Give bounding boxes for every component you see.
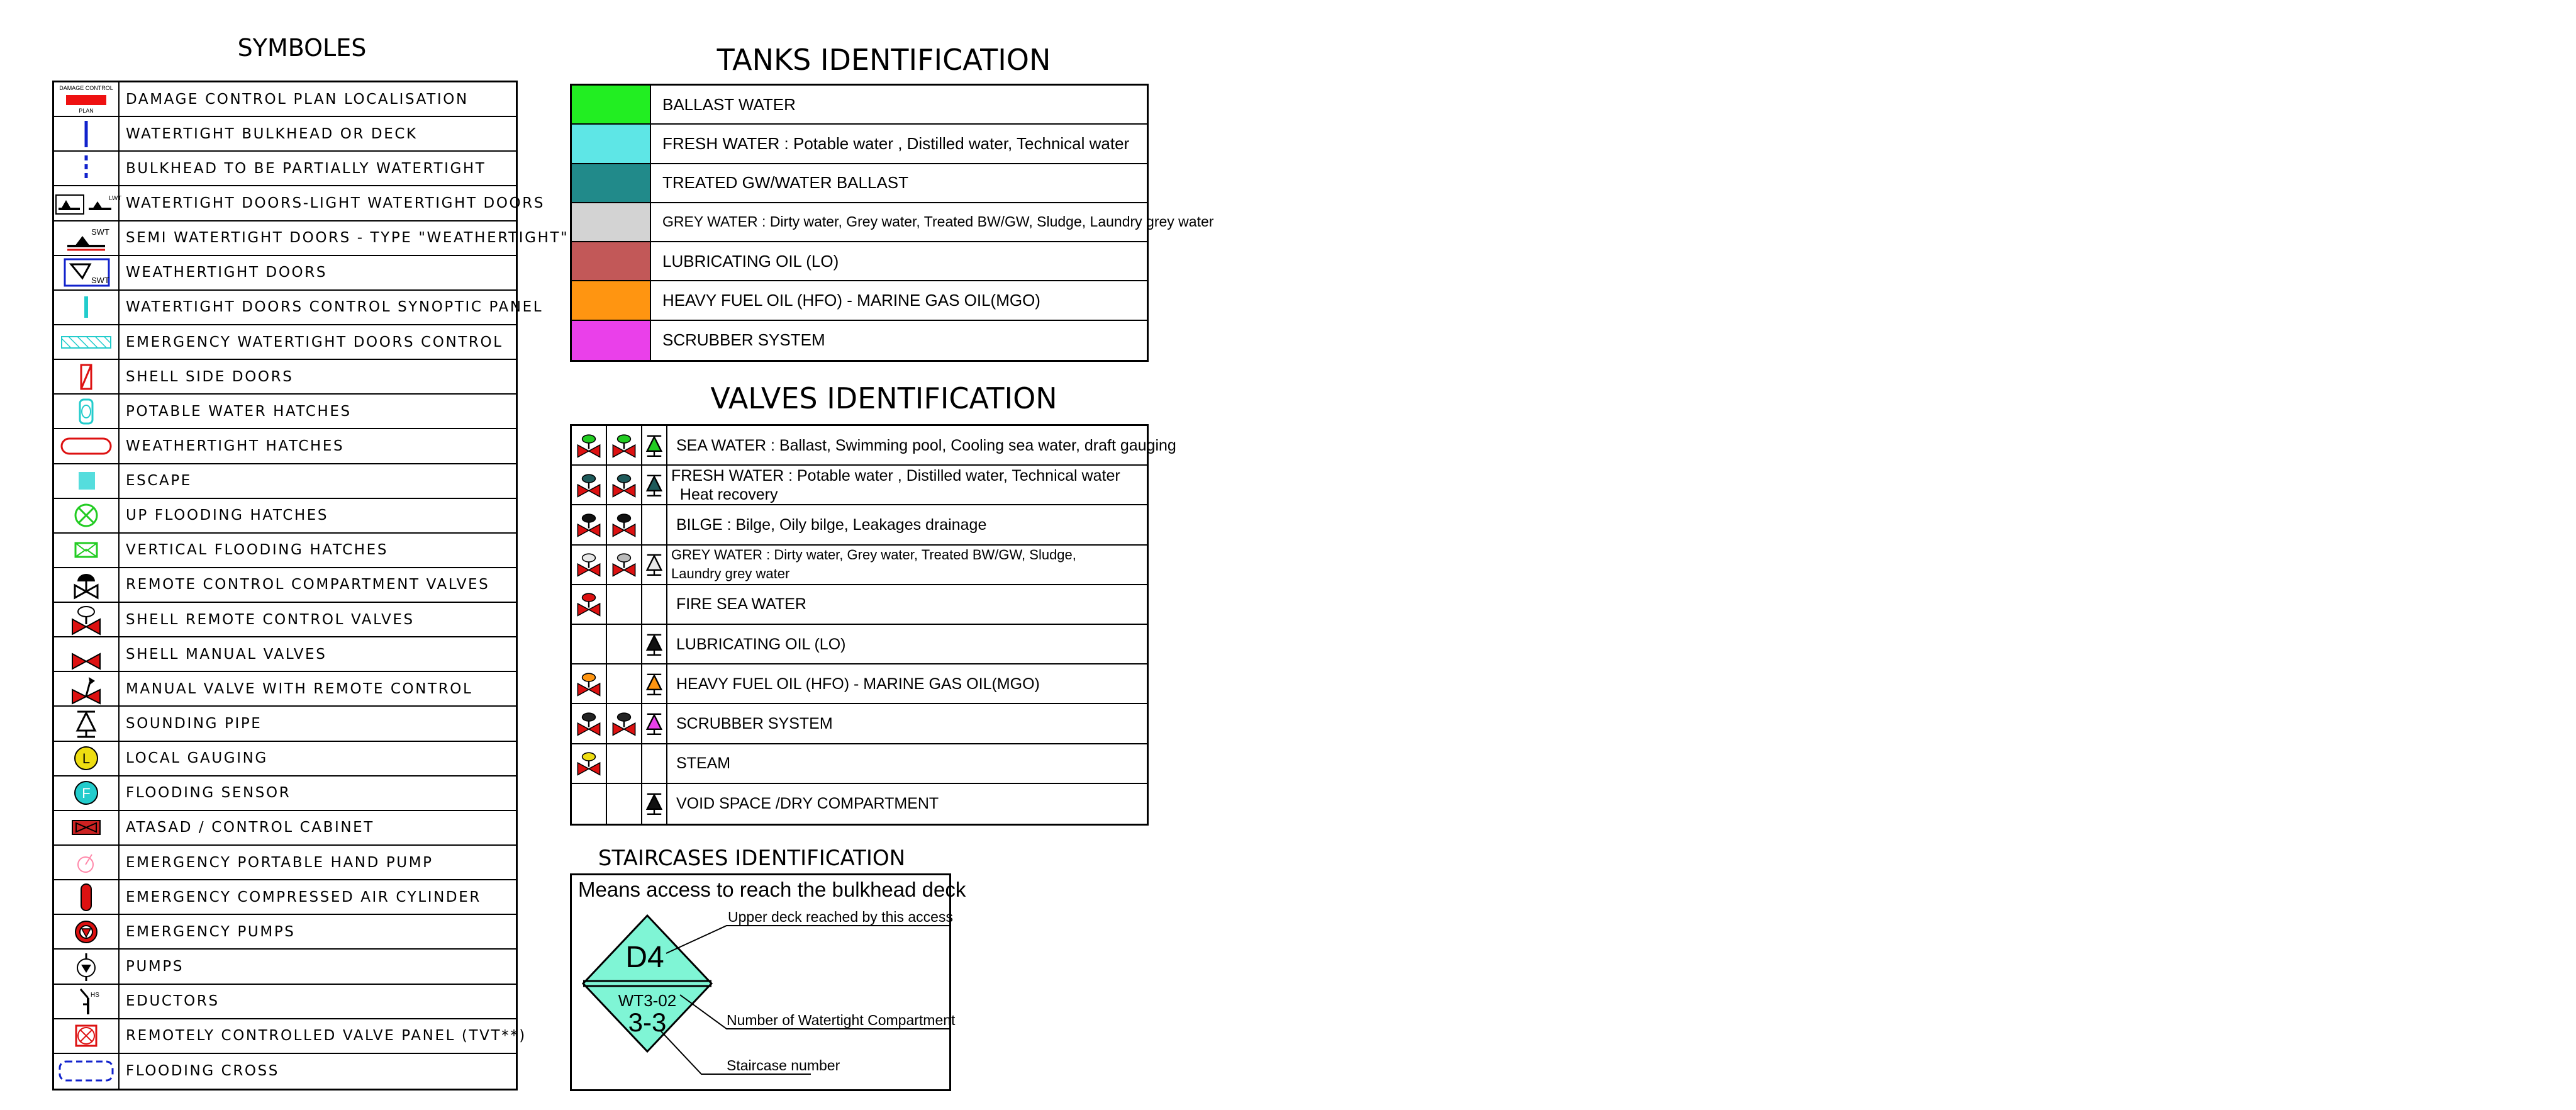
valves-title: VALVES IDENTIFICATION: [710, 381, 1057, 415]
valve-remote-icon: [572, 704, 607, 743]
valve-row: [572, 704, 1147, 744]
valve-shell-icon: [607, 784, 642, 824]
symbol-row-partial-bulkhead: [54, 152, 516, 186]
sounding-pipe-icon: [642, 704, 667, 743]
valve-row: [572, 664, 1147, 704]
staircases-heading: Means access to reach the bulkhead deck: [578, 878, 966, 901]
sounding-pipe-icon: [642, 426, 667, 464]
weathertight-hatches-icon: [54, 429, 120, 462]
annot-compartment: Number of Watertight Compartment: [727, 1012, 956, 1028]
valve-remote-icon: [572, 784, 607, 824]
symbol-label: LOCAL GAUGING: [126, 750, 268, 767]
leader-deck: [666, 926, 949, 953]
valve-row: [572, 784, 1147, 824]
symbol-row-sounding-pipe: [54, 707, 516, 741]
symbol-label: POTABLE WATER HATCHES: [126, 403, 352, 420]
symbol-label: EMERGENCY COMPRESSED AIR CYLINDER: [126, 889, 481, 905]
valve-label-line2: Laundry grey water: [671, 566, 790, 582]
sounding-pipe-icon: [642, 625, 667, 663]
symbol-row-air-cylinder: [54, 880, 516, 915]
svg-text:SWT: SWT: [91, 276, 109, 286]
tank-color-swatch: [572, 164, 651, 202]
symbol-row-atasad: [54, 811, 516, 846]
svg-text:DAMAGE CONTROL: DAMAGE CONTROL: [59, 84, 113, 91]
valve-remote-icon: [572, 585, 607, 624]
symbol-row-emergency-pumps: [54, 915, 516, 950]
symbol-row-shell-side-doors: [54, 360, 516, 395]
valve-label: LUBRICATING OIL (LO): [676, 635, 846, 653]
symbol-label: EMERGENCY PORTABLE HAND PUMP: [126, 854, 433, 871]
tank-label: SCRUBBER SYSTEM: [662, 330, 825, 350]
tanks-title: TANKS IDENTIFICATION: [716, 43, 1051, 77]
valve-shell-icon: [607, 704, 642, 743]
up-flooding-icon: [54, 499, 120, 532]
valve-shell-icon: [607, 744, 642, 783]
tank-label: BALLAST WATER: [662, 94, 796, 114]
valve-shell-icon: [607, 466, 642, 504]
valve-row: [572, 505, 1147, 545]
symbol-label: ATASAD / CONTROL CABINET: [126, 819, 374, 836]
symbol-label: SHELL SIDE DOORS: [126, 368, 294, 385]
valve-row: [572, 426, 1176, 466]
symbol-row-shell-remote-valves: [54, 603, 516, 637]
annot-deck: Upper deck reached by this access: [728, 909, 953, 925]
wt-doors-icon: [54, 186, 120, 220]
flooding-cross-icon: [54, 1054, 120, 1089]
valve-remote-icon: [572, 505, 607, 544]
symbol-row-wt-doors: [54, 186, 545, 221]
tank-label: FRESH WATER : Potable water , Distilled water, Technical water: [662, 133, 1130, 153]
symbol-label: WATERTIGHT DOORS CONTROL SYNOPTIC PANEL: [126, 299, 544, 316]
symbol-label: DAMAGE CONTROL PLAN LOCALISATION: [126, 91, 469, 108]
symbol-row-semi-wt-doors: [54, 221, 569, 256]
valve-remote-icon: [572, 426, 607, 464]
valve-label: VOID SPACE /DRY COMPARTMENT: [676, 795, 939, 813]
valve-row: [572, 466, 1147, 505]
symbol-row-hand-pump: [54, 846, 516, 880]
symboles-title: SYMBOLES: [237, 34, 367, 62]
valve-shell-icon: [607, 546, 642, 584]
symbol-label: WEATHERTIGHT HATCHES: [126, 437, 345, 454]
staircases-title: STAIRCASES IDENTIFICATION: [598, 846, 906, 871]
symbol-row-dc-plan: [54, 82, 516, 117]
air-cylinder-icon: [54, 880, 120, 914]
valve-label: SEA WATER : Ballast, Swimming pool, Cooling sea water, draft gauging: [676, 436, 1176, 454]
sounding-pipe-icon: [54, 707, 120, 740]
symbol-row-wt-bulkhead: [54, 117, 516, 152]
emergency-wt-control-icon: [54, 325, 120, 359]
valve-shell-icon: [607, 426, 642, 464]
symbol-row-eductors: [54, 985, 516, 1019]
svg-text:SWT: SWT: [91, 227, 109, 237]
partial-bulkhead-icon: [54, 152, 120, 185]
hand-pump-icon: [54, 846, 120, 879]
weathertight-doors-icon: [54, 256, 120, 289]
symbol-row-flooding-sensor: [54, 776, 516, 811]
flooding-sensor-icon: [54, 776, 120, 810]
staircases-box: [570, 873, 966, 1091]
valve-label-line2: Heat recovery: [671, 485, 778, 503]
tank-label: TREATED GW/WATER BALLAST: [662, 173, 909, 193]
valve-row: [572, 585, 1147, 625]
tanks-table: [570, 84, 1214, 362]
symbol-row-pumps: [54, 950, 516, 984]
sounding-pipe-icon: [642, 546, 667, 584]
valve-label: FIRE SEA WATER: [676, 595, 806, 614]
valve-shell-icon: [607, 505, 642, 544]
symbol-row-manual-valve-remote: [54, 672, 516, 707]
symbol-label: EMERGENCY WATERTIGHT DOORS CONTROL: [126, 334, 503, 350]
staircase-compartment: WT3-02: [618, 991, 677, 1010]
svg-text:F: F: [82, 785, 91, 802]
vertical-flooding-icon: [54, 534, 120, 567]
sounding-pipe-icon: [642, 466, 667, 504]
tank-color-swatch: [572, 321, 651, 360]
valve-shell-icon: [607, 664, 642, 703]
valve-label: FRESH WATER : Potable water , Distilled water, Technical water: [671, 466, 1120, 485]
symbol-row-local-gauging: [54, 742, 516, 776]
svg-text:LWT: LWT: [109, 194, 122, 202]
symbol-row-tvt-panel: [54, 1019, 527, 1054]
symbol-label: WEATHERTIGHT DOORS: [126, 264, 328, 281]
sounding-pipe-icon: [642, 784, 667, 824]
symbol-label: REMOTE CONTROL COMPARTMENT VALVES: [126, 576, 490, 593]
semi-wt-doors-icon: [54, 221, 120, 255]
symbol-row-emergency-wt-control: [54, 325, 516, 360]
sounding-pipe-icon: [642, 664, 667, 703]
tank-row: [572, 242, 1147, 281]
tank-color-swatch: [572, 281, 651, 319]
symbol-row-escape: [54, 464, 516, 499]
symbol-label: SHELL REMOTE CONTROL VALVES: [126, 611, 415, 628]
valves-table: [570, 424, 1176, 826]
symbol-label: EMERGENCY PUMPS: [126, 923, 296, 940]
symbol-label: SHELL MANUAL VALVES: [126, 646, 327, 663]
symbol-row-flooding-cross: [54, 1054, 516, 1089]
symbol-row-up-flooding: [54, 499, 516, 534]
tank-row: [572, 164, 1147, 203]
staircase-number: 3-3: [628, 1007, 667, 1037]
atasad-icon: [54, 811, 120, 844]
symbol-label: ESCAPE: [126, 473, 192, 490]
manual-valve-remote-icon: [54, 672, 120, 705]
symbol-label: WATERTIGHT BULKHEAD OR DECK: [126, 125, 418, 142]
tank-label: HEAVY FUEL OIL (HFO) - MARINE GAS OIL(MGO): [662, 291, 1040, 310]
symbol-label: PUMPS: [126, 958, 184, 975]
svg-text:L: L: [82, 751, 91, 767]
tvt-panel-icon: [54, 1019, 120, 1053]
tank-row: [572, 125, 1147, 164]
symboles-table: [52, 81, 569, 1090]
symbol-label: EDUCTORS: [126, 993, 220, 1010]
shell-remote-valves-icon: [54, 603, 120, 636]
symbol-row-remote-valves: [54, 568, 516, 603]
symbol-label: FLOODING CROSS: [126, 1063, 280, 1080]
symbol-row-potable-water-hatches: [54, 395, 516, 429]
tank-row: [572, 281, 1147, 320]
tank-label: GREY WATER : Dirty water, Grey water, Treated BW/GW, Sludge, Laundry grey water: [662, 213, 1214, 230]
valve-row: [572, 744, 1147, 784]
sounding-pipe-icon: [642, 505, 667, 544]
local-gauging-icon: [54, 742, 120, 775]
valve-remote-icon: [572, 546, 607, 584]
symbol-row-wt-doors-panel: [54, 291, 544, 325]
symbol-label: VERTICAL FLOODING HATCHES: [126, 542, 389, 559]
dc-plan-icon: [54, 82, 120, 116]
tank-color-swatch: [572, 242, 651, 280]
valve-remote-icon: [572, 744, 607, 783]
symbol-row-vertical-flooding: [54, 534, 516, 568]
valve-remote-icon: [572, 664, 607, 703]
valve-label: BILGE : Bilge, Oily bilge, Leakages drainage: [676, 515, 987, 534]
svg-text:HS: HS: [91, 992, 99, 999]
symbol-label: WATERTIGHT DOORS-LIGHT WATERTIGHT DOORS: [126, 194, 545, 211]
valve-label: HEAVY FUEL OIL (HFO) - MARINE GAS OIL(MGO): [676, 675, 1040, 693]
escape-icon: [54, 464, 120, 498]
tank-color-swatch: [572, 86, 651, 123]
symbol-row-shell-manual-valves: [54, 637, 516, 672]
svg-text:PLAN: PLAN: [79, 107, 94, 114]
emergency-pumps-icon: [54, 915, 120, 948]
wt-bulkhead-icon: [54, 117, 120, 150]
pumps-icon: [54, 950, 120, 983]
valve-label: GREY WATER : Dirty water, Grey water, Treated BW/GW, Sludge,: [671, 547, 1076, 563]
symbol-label: SEMI WATERTIGHT DOORS - TYPE "WEATHERTIGHT": [126, 230, 569, 247]
shell-side-doors-icon: [54, 360, 120, 393]
tank-label: LUBRICATING OIL (LO): [662, 251, 839, 271]
sounding-pipe-icon: [642, 585, 667, 624]
valve-label: SCRUBBER SYSTEM: [676, 714, 833, 732]
symbol-row-weathertight-doors: [54, 256, 516, 291]
eductors-icon: [54, 985, 120, 1018]
sounding-pipe-icon: [642, 744, 667, 783]
tank-color-swatch: [572, 203, 651, 241]
symbol-label: BULKHEAD TO BE PARTIALLY WATERTIGHT: [126, 160, 486, 177]
valve-row: [572, 625, 1147, 664]
tank-row: [572, 321, 1147, 360]
valve-remote-icon: [572, 466, 607, 504]
valve-label: STEAM: [676, 754, 731, 773]
remote-valves-icon: [54, 568, 120, 602]
staircase-diagram: [572, 875, 956, 1089]
symbol-label: REMOTELY CONTROLLED VALVE PANEL (TVT**): [126, 1028, 527, 1045]
symbol-label: SOUNDING PIPE: [126, 715, 262, 732]
wt-doors-panel-icon: [54, 291, 120, 324]
symbol-label: MANUAL VALVE WITH REMOTE CONTROL: [126, 680, 473, 697]
symbol-label: UP FLOODING HATCHES: [126, 507, 329, 524]
valve-shell-icon: [607, 625, 642, 663]
tank-row: [572, 86, 1147, 125]
potable-water-hatches-icon: [54, 395, 120, 428]
valve-shell-icon: [607, 585, 642, 624]
valve-row: [572, 546, 1147, 585]
tank-row: [572, 203, 1214, 242]
annot-number: Staircase number: [727, 1057, 840, 1074]
tank-color-swatch: [572, 125, 651, 162]
symbol-label: FLOODING SENSOR: [126, 785, 291, 802]
valve-remote-icon: [572, 625, 607, 663]
shell-manual-valves-icon: [54, 637, 120, 671]
symbol-row-weathertight-hatches: [54, 429, 516, 464]
staircase-deck: D4: [625, 941, 664, 974]
